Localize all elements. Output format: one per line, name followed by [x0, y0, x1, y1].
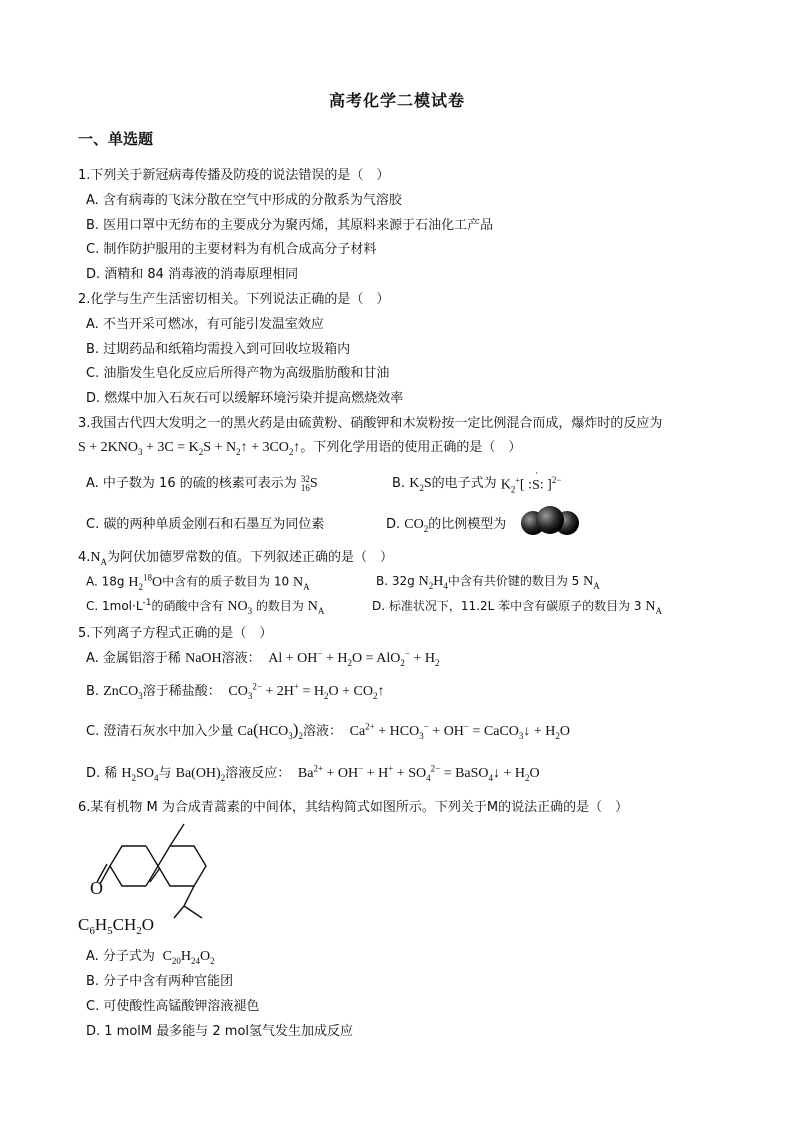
compound-m-structure: [76, 818, 276, 942]
question-4-option-c-middle: 的硝酸中含有: [151, 599, 224, 613]
calcium-bicarbonate-formula: $Ca(HCO_3)_2$: [237, 720, 303, 741]
question-4-stem: $4.N_A$为阿伏加德罗常数的值。下列叙述正确的是（ ）: [78, 550, 394, 567]
co2-space-filling-model: [520, 500, 580, 540]
question-2-option-c[interactable]: C. 油脂发生皂化反应后所得产物为高级脂肪酸和甘油: [86, 366, 390, 381]
question-6-option-d[interactable]: D. 1 molM 最多能与 2 mol氢气发生加成反应: [86, 1024, 354, 1039]
question-4-option-c-suffix: 的数目为: [255, 599, 304, 613]
naoh-formula: NaOH: [185, 651, 222, 666]
question-6-option-a-text: A. 分子式为: [86, 949, 155, 964]
question-3-option-b[interactable]: [392, 468, 562, 495]
avogadro-symbol: $N_A$: [645, 599, 662, 616]
avogadro-symbol: $N_A$: [307, 599, 325, 616]
co2-formula: $CO_2$: [404, 517, 429, 534]
question-5-option-a-prefix: A. 金属铝溶于稀: [86, 651, 181, 666]
question-4-option-c-prefix: C. 1mol·L: [86, 599, 143, 613]
question-4-option-b[interactable]: [376, 572, 600, 591]
question-5-option-b-suffix: 溶于稀盐酸：: [142, 684, 221, 699]
question-5-option-a[interactable]: [86, 647, 439, 668]
heavy-water-formula: $H_2^{18}O$: [128, 572, 163, 592]
question-4-option-a-prefix: A. 18g: [86, 574, 125, 589]
question-3-stem-line-1: 3.我国古代四大发明之一的黑火药是由硫黄粉、硝酸钾和木炭粉按一定比例混合而成，爆炸时的反应为: [78, 416, 663, 431]
question-6-option-b[interactable]: B. 分子中含有两种官能团: [86, 974, 234, 989]
question-6-option-a[interactable]: [86, 945, 215, 966]
question-1-option-d[interactable]: D. 酒精和 84 消毒液的消毒原理相同: [86, 267, 299, 282]
equation-c: $Ca^{2+} + HCO_3^- + OH^-$ = CaCO$_3$↓ + $H_2O$: [346, 721, 571, 741]
black-powder-equation: $S + 2KNO_3 + 3C = K_2S$ + $N_2↑$ + $3CO_2↑$: [78, 440, 301, 457]
k2s-formula: $K_2S$: [409, 476, 432, 493]
question-3-option-d-suffix: 的比例模型为: [428, 517, 507, 532]
question-2-option-d[interactable]: D. 燃煤中加入石灰石可以缓解环境污染并提高燃烧效率: [86, 391, 404, 406]
carbon-atom: [536, 506, 564, 534]
question-5-option-d-prefix: D. 稀: [86, 766, 118, 781]
question-4-option-d[interactable]: [372, 597, 662, 616]
question-4-option-b-suffix: 中含有共价键的数目为 5: [447, 574, 580, 588]
question-3-option-a-text: A. 中子数为 16 的硫的核素可表示为: [86, 476, 297, 491]
question-3-option-b-suffix: 的电子式为: [431, 476, 497, 491]
question-1-stem: 1.下列关于新冠病毒传播及防疫的说法错误的是（ ）: [78, 168, 390, 183]
question-1-option-a[interactable]: A. 含有病毒的飞沫分散在空气中形成的分散系为气溶胶: [86, 193, 402, 208]
question-4-option-d-text: D. 标准状况下，11.2L 苯中含有碳原子的数目为 3: [372, 599, 642, 613]
question-2-option-a[interactable]: A. 不当开采可燃冰，有可能引发温室效应: [86, 317, 324, 332]
barium-hydroxide-formula: $Ba(OH)_2$: [175, 766, 226, 783]
equation-d: $Ba^{2+} + OH^- + H^+ + SO_4^{2-}$ = BaSO$_4$↓ + $H_2O$: [294, 763, 540, 783]
hydrazine-formula: $N_2H_4$: [418, 574, 448, 591]
question-2-stem: 2.化学与生产生活密切相关。下列说法正确的是（ ）: [78, 292, 390, 307]
page-title: 高考化学二模试卷: [328, 91, 465, 110]
znco3-formula: ZnCO$_3$: [103, 684, 143, 701]
question-5-option-d[interactable]: [86, 762, 540, 783]
question-2-option-b[interactable]: B. 过期药品和纸箱均需投入到可回收垃圾箱内: [86, 342, 351, 357]
question-1-option-c[interactable]: C. 制作防护服用的主要材料为有机合成高分子材料: [86, 242, 377, 257]
question-3-option-a[interactable]: [86, 472, 318, 493]
avogadro-symbol: $N_A$: [293, 574, 310, 592]
equation-a: $Al + OH^- + H_2O = AlO_2^- + H_2$: [264, 648, 440, 668]
question-3-stem-tail: 。下列化学用语的使用正确的是（ ）: [300, 440, 522, 455]
question-5-stem: 5.下列离子方程式正确的是（ ）: [78, 626, 273, 641]
question-5-option-c-suffix: 溶液：: [302, 724, 342, 739]
question-4-option-c[interactable]: C. $1mol\cdot L^{-1}$的硝酸中含有 $NO_3$ 的数目为 $N_A$: [86, 598, 325, 616]
question-4-option-a[interactable]: [86, 572, 310, 591]
question-5-option-c[interactable]: [86, 720, 570, 741]
svg-text:O: O: [90, 878, 103, 898]
section-heading: 一、单选题: [78, 130, 154, 148]
avogadro-symbol: $N_A$: [583, 574, 600, 591]
equation-b: $CO_3^{2-} + 2H^+ = H_2O$ + $CO_2↑$: [224, 681, 385, 701]
question-6-stem: 6.某有机物 M 为合成青蒿素的中间体，其结构简式如图所示。下列关于M的说法正确的是（ ）: [78, 800, 629, 815]
question-5-option-c-prefix: C. 澄清石灰水中加入少量: [86, 724, 234, 739]
nitrate-formula: $NO_3$: [227, 599, 253, 616]
question-3-option-d-prefix: D.: [386, 517, 401, 532]
k2s-electron-formula: $K_2^+$[ :S · : ]$^{2-}$: [500, 468, 562, 495]
question-5-option-b[interactable]: B. ZnCO$_3$溶于稀盐酸： $CO_3^{2-} + 2H^+ = H_2O$ + $CO_2↑$: [86, 681, 385, 701]
question-1-option-b[interactable]: B. 医用口罩中无纺布的主要成分为聚丙烯，其原料来源于石油化工产品: [86, 218, 494, 233]
sulfuric-acid-formula: $H_2SO_4$: [121, 766, 159, 783]
question-4-stem-tail: 为阿伏加德罗常数的值。下列叙述正确的是（ ）: [107, 550, 394, 565]
question-3-option-d[interactable]: [386, 513, 506, 534]
svg-text:C6H5CH2O: $C_6H_5CH_2O$: [78, 915, 155, 937]
question-4-option-b-prefix: B. 32g: [376, 574, 415, 588]
question-5-option-a-suffix: 溶液：: [221, 651, 261, 666]
question-3-stem-line-2: [78, 436, 521, 457]
question-5-option-d-middle: 与: [158, 766, 172, 781]
sulfur-nuclide-symbol: 32 16 S: [300, 473, 318, 493]
question-3-option-c[interactable]: C. 碳的两种单质金刚石和石墨互为同位素: [86, 517, 325, 532]
question-3-option-b-prefix: B.: [392, 476, 406, 491]
question-4-option-a-suffix: 中含有的质子数目为 10: [162, 574, 290, 589]
avogadro-symbol: $N_A$: [90, 550, 108, 567]
question-5-option-d-suffix: 溶液反应：: [225, 766, 291, 781]
question-6-option-c[interactable]: C. 可使酸性高锰酸钾溶液褪色: [86, 999, 260, 1014]
molecular-formula-m: $C_{20}H_{24}O_2$: [159, 949, 215, 966]
